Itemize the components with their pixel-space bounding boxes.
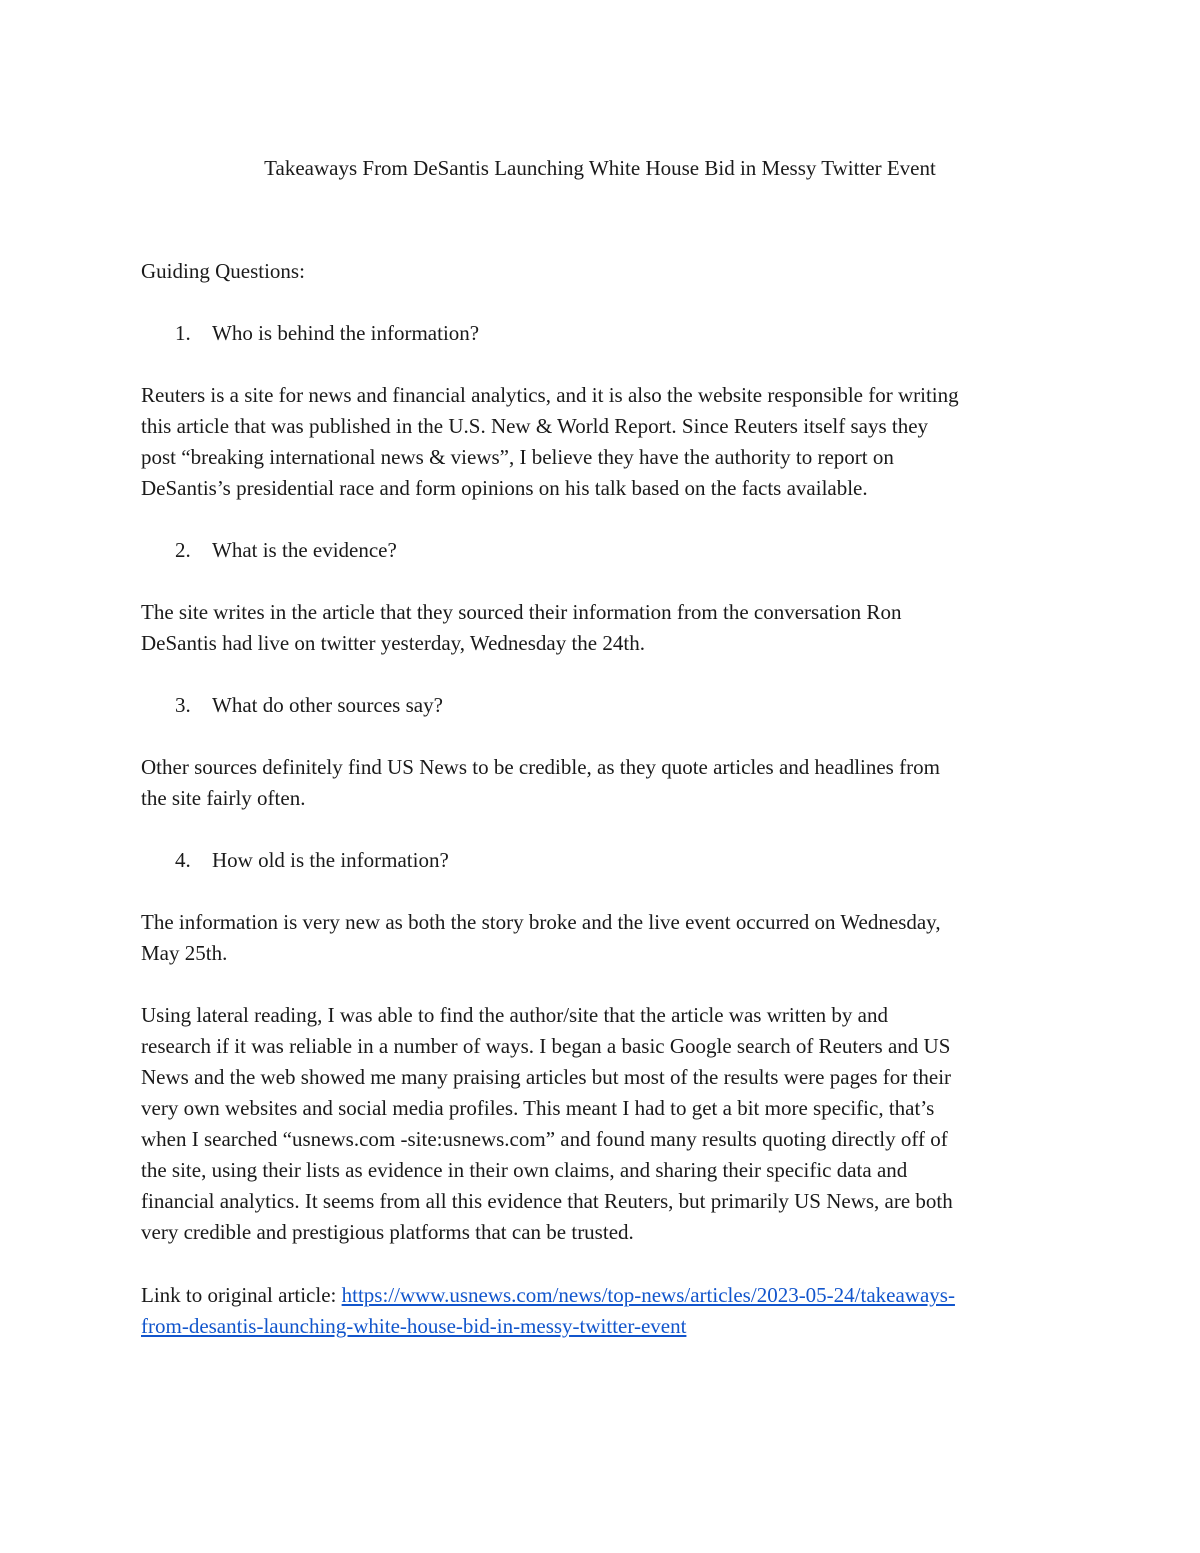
- conclusion-paragraph: [141, 1000, 1071, 1248]
- question-number: 3.: [175, 693, 191, 717]
- answer-line: post “breaking international news & views”, I believe they have the authority to report on: [141, 445, 894, 469]
- source-link-paragraph: [141, 1280, 1071, 1342]
- link-label: Link to original article:: [141, 1283, 342, 1307]
- question-text: Who is behind the information?: [212, 321, 480, 345]
- document-title: Takeaways From DeSantis Launching White House Bid in Messy Twitter Event: [264, 156, 936, 180]
- answer-3: [141, 752, 1071, 814]
- answer-line: The site writes in the article that they sourced their information from the conversation Ron: [141, 600, 902, 624]
- paragraph-line: the site, using their lists as evidence in their own claims, and sharing their specific data and: [141, 1158, 908, 1182]
- paragraph-line: News and the web showed me many praising articles but most of the results were pages for their: [141, 1065, 952, 1089]
- answer-4: [141, 907, 1071, 969]
- answer-line: Other sources definitely find US News to be credible, as they quote articles and headlines from: [141, 755, 940, 779]
- answer-line: The information is very new as both the story broke and the live event occurred on Wednesday,: [141, 910, 941, 934]
- paragraph-line: when I searched “usnews.com -site:usnews.com” and found many results quoting directly off of: [141, 1127, 948, 1151]
- original-article-link[interactable]: https://www.usnews.com/news/top-news/articles/2023-05-24/takeaways-: [341, 1283, 955, 1307]
- question-number: 1.: [175, 321, 191, 345]
- question-1: [175, 318, 479, 349]
- original-article-link-continued[interactable]: from-desantis-launching-white-house-bid-in-messy-twitter-event: [141, 1314, 687, 1338]
- paragraph-line: research if it was reliable in a number of ways. I began a basic Google search of Reuters and US: [141, 1034, 951, 1058]
- answer-line: the site fairly often.: [141, 786, 306, 810]
- answer-line: DeSantis had live on twitter yesterday, Wednesday the 24th.: [141, 631, 645, 655]
- answer-line: May 25th.: [141, 941, 228, 965]
- answer-1: [141, 380, 1071, 504]
- question-4: [175, 845, 449, 876]
- question-2: [175, 535, 397, 566]
- question-text: How old is the information?: [212, 848, 449, 872]
- question-text: What is the evidence?: [212, 538, 397, 562]
- guiding-questions-label: Guiding Questions:: [141, 259, 305, 283]
- question-number: 4.: [175, 848, 191, 872]
- answer-2: [141, 597, 1071, 659]
- paragraph-line: very credible and prestigious platforms that can be trusted.: [141, 1220, 634, 1244]
- paragraph-line: very own websites and social media profiles. This meant I had to get a bit more specific, that’s: [141, 1096, 935, 1120]
- paragraph-line: financial analytics. It seems from all this evidence that Reuters, but primarily US News, are both: [141, 1189, 953, 1213]
- question-3: [175, 690, 443, 721]
- answer-line: Reuters is a site for news and financial analytics, and it is also the website responsible for writing: [141, 383, 959, 407]
- question-text: What do other sources say?: [212, 693, 443, 717]
- answer-line: this article that was published in the U.S. New & World Report. Since Reuters itself says they: [141, 414, 929, 438]
- answer-line: DeSantis’s presidential race and form opinions on his talk based on the facts available.: [141, 476, 868, 500]
- question-number: 2.: [175, 538, 191, 562]
- paragraph-line: Using lateral reading, I was able to find the author/site that the article was written by and: [141, 1003, 889, 1027]
